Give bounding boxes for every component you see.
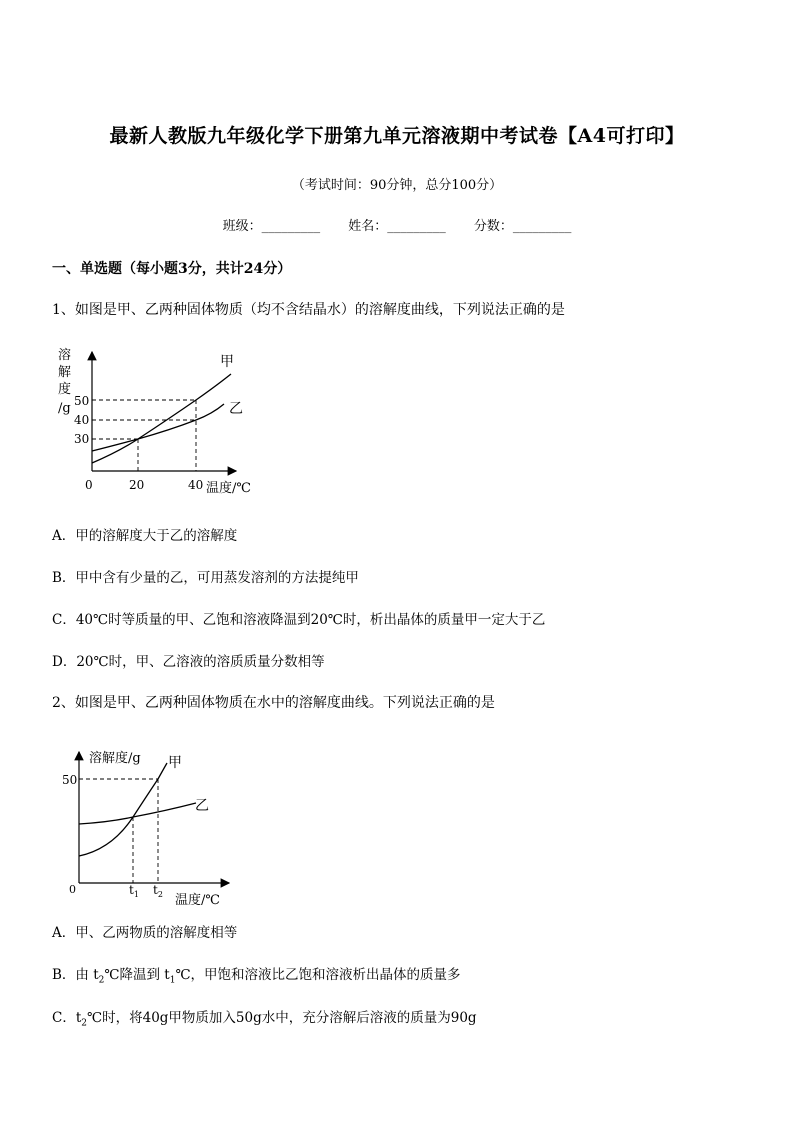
question-2-option-a: A．甲、乙两物质的溶解度相等 <box>52 925 238 941</box>
score-field: 分数：_________ <box>473 219 572 234</box>
x-tick-40: 40 <box>188 478 204 492</box>
question-1-option-d: D．20℃时，甲、乙溶液的溶质质量分数相等 <box>52 654 325 670</box>
question-1-stem: 1、如图是甲、乙两种固体物质（均不含结晶水）的溶解度曲线，下列说法正确的是 <box>52 302 565 318</box>
question-1-option-b: B．甲中含有少量的乙，可用蒸发溶剂的方法提纯甲 <box>52 570 359 586</box>
y-label-char-1: 溶 <box>58 348 72 363</box>
question-2-option-c: C．$t_2℃$时，将40g甲物质加入50g水中，充分溶解后溶液的质量为90g <box>52 1010 477 1029</box>
question-1-option-c: C．40℃时等质量的甲、乙饱和溶液降温到20℃时，析出晶体的质量甲一定大于乙 <box>52 612 546 628</box>
question-2-graph <box>60 745 240 905</box>
x-tick-20: 20 <box>129 478 145 492</box>
student-info-line <box>0 215 794 234</box>
x-tick-t2: $t_2$ <box>153 883 163 899</box>
y-tick-40: 40 <box>74 413 90 427</box>
curve-yi <box>92 404 224 451</box>
question-2-stem: 2、如图是甲、乙两种固体物质在水中的溶解度曲线。下列说法正确的是 <box>52 695 495 711</box>
curve-label-jia: 甲 <box>220 354 234 370</box>
curve-label-yi: 乙 <box>229 401 243 417</box>
guide-lines <box>79 779 158 883</box>
x-axis-label: 温度/℃ <box>206 481 251 496</box>
class-field: 班级：_________ <box>222 219 321 234</box>
y-tick-30: 30 <box>74 432 90 446</box>
y-tick-50: 50 <box>62 773 78 787</box>
name-field: 姓名：_________ <box>348 219 446 234</box>
y-label-char-3: 度 <box>58 382 72 397</box>
y-label-unit: /g <box>58 401 71 416</box>
exam-subtitle: （考试时间：90分钟，总分100分） <box>291 178 503 193</box>
x-tick-t1: $t_1$ <box>129 883 139 899</box>
curve-label-yi: 乙 <box>195 798 209 814</box>
x-axis-label: 温度/℃ <box>175 893 220 905</box>
question-2-option-b: B．由 $t_2℃$降温到 $t_1℃$，甲饱和溶液比乙饱和溶液析出晶体的质量多 <box>52 967 461 986</box>
curve-jia <box>79 763 167 856</box>
y-axis-label: 溶解度/g <box>89 751 141 766</box>
question-1-option-a: A．甲的溶解度大于乙的溶解度 <box>52 528 238 544</box>
question-1-graph <box>40 340 280 500</box>
curve-yi <box>79 803 196 824</box>
y-tick-50: 50 <box>74 394 90 408</box>
curve-label-jia: 甲 <box>168 755 182 771</box>
section-heading: 一、单选题（每小题3分，共计24分） <box>52 261 292 277</box>
page-title: 最新人教版九年级化学下册第九单元溶液期中考试卷【A4可打印】 <box>109 125 685 147</box>
y-label-char-2: 解 <box>58 365 72 380</box>
x-tick-0: 0 <box>85 478 93 492</box>
curve-jia <box>92 374 231 463</box>
origin-label: 0 <box>69 883 76 896</box>
